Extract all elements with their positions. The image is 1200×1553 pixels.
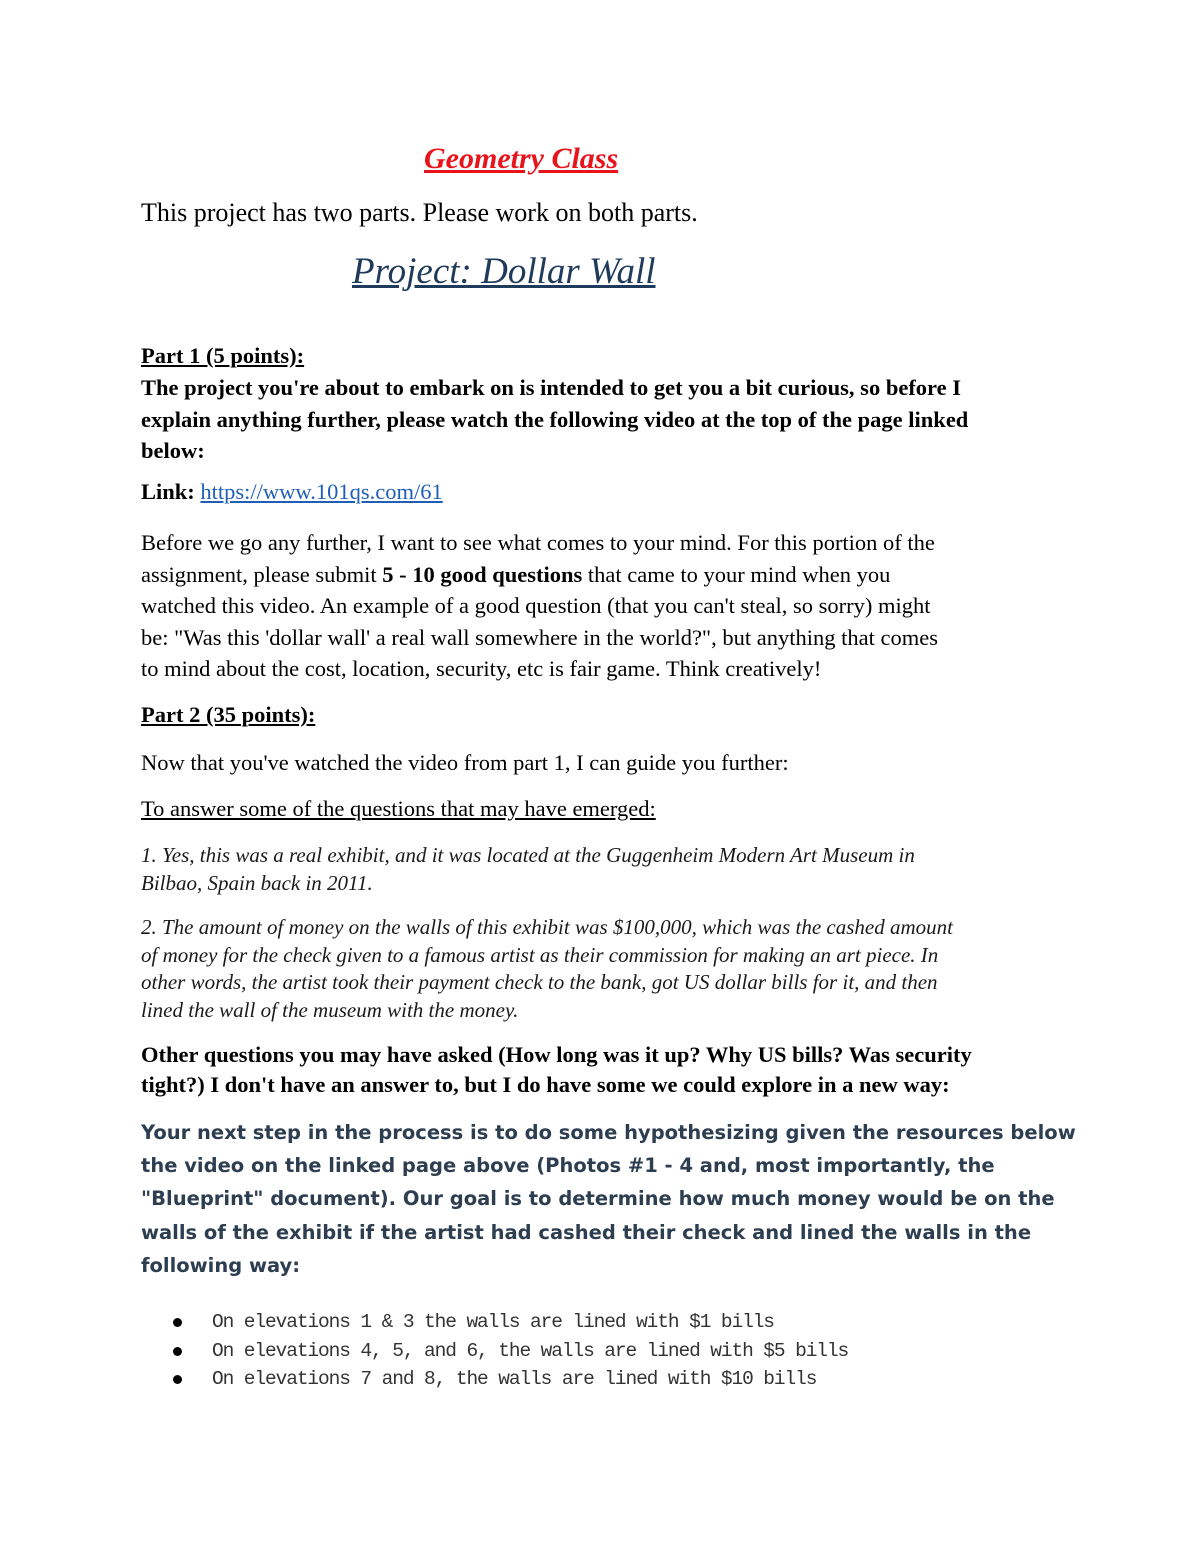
part2-intro: Now that you've watched the video from part 1, I can guide you further: <box>141 750 789 775</box>
list-item: On elevations 1 & 3 the walls are lined with $1 bills <box>212 1308 848 1337</box>
answer-2 <box>141 914 953 1024</box>
next-step-paragraph <box>141 1116 1076 1282</box>
elevations-list <box>212 1308 848 1394</box>
video-link[interactable]: https://www.101qs.com/61 <box>200 479 443 504</box>
intro-text: This project has two parts. Please work on both parts. <box>141 198 698 227</box>
questions-line: to mind about the cost, location, security, etc is fair game. Think creatively! <box>141 656 822 681</box>
answers-heading: To answer some of the questions that may have emerged: <box>141 796 656 821</box>
link-row <box>141 479 443 505</box>
other-line: Other questions you may have asked (How long was it up? Why US bills? Was security <box>141 1042 972 1067</box>
questions-line: be: "Was this 'dollar wall' a real wall somewhere in the world?", but anything that comes <box>141 624 938 650</box>
questions-text: assignment, please submit <box>141 561 383 587</box>
project-title: Project: Dollar Wall <box>352 251 656 292</box>
part1-paragraph <box>141 372 968 467</box>
answer-line: Bilbao, Spain back in 2011. <box>141 870 373 895</box>
other-line: tight?) I don't have an answer to, but I do have some we could explore in a new way: <box>141 1072 950 1097</box>
next-step-line: following way: <box>141 1253 301 1277</box>
answer-line: 1. Yes, this was a real exhibit, and it was located at the Guggenheim Modern Art Museum in <box>141 843 915 867</box>
next-step-line: Your next step in the process is to do some hypothesizing given the resources below <box>141 1121 1076 1144</box>
answer-line: 2. The amount of money on the walls of this exhibit was $100,000, which was the cashed amount <box>141 915 953 939</box>
answer-1 <box>141 842 915 897</box>
questions-text: that came to your mind when you <box>582 561 891 587</box>
part1-heading: Part 1 (5 points): <box>141 343 305 368</box>
part2-heading: Part 2 (35 points): <box>141 702 316 727</box>
part1-line: below: <box>141 438 205 463</box>
questions-paragraph <box>141 527 938 685</box>
next-step-line: "Blueprint" document). Our goal is to determine how much money would be on the <box>141 1187 1055 1211</box>
questions-emphasis: 5 - 10 good questions <box>382 561 583 587</box>
questions-line: watched this video. An example of a good question (that you can't steal, so sorry) might <box>141 593 931 618</box>
answer-line: of money for the check given to a famous artist as their commission for making an art piece. In <box>141 942 939 967</box>
list-item: On elevations 4, 5, and 6, the walls are lined with $5 bills <box>212 1337 848 1366</box>
class-title: Geometry Class <box>424 142 619 175</box>
other-questions <box>141 1040 972 1100</box>
part1-line: explain anything further, please watch the following video at the top of the page linked <box>141 406 969 432</box>
part1-line: The project you're about to embark on is intended to get you a bit curious, so before I <box>141 375 962 400</box>
link-label: Link: <box>141 479 195 504</box>
questions-line: Before we go any further, I want to see what comes to your mind. For this portion of the <box>141 530 935 555</box>
next-step-line: walls of the exhibit if the artist had cashed their check and lined the walls in the <box>141 1220 1032 1244</box>
answer-line: other words, the artist took their payment check to the bank, got US dollar bills for it, and then <box>141 970 938 994</box>
answer-line: lined the wall of the museum with the money. <box>141 997 519 1022</box>
list-item: On elevations 7 and 8, the walls are lined with $10 bills <box>212 1365 848 1394</box>
next-step-line: the video on the linked page above (Photos #1 - 4 and, most importantly, the <box>141 1154 995 1178</box>
questions-line <box>141 559 938 591</box>
